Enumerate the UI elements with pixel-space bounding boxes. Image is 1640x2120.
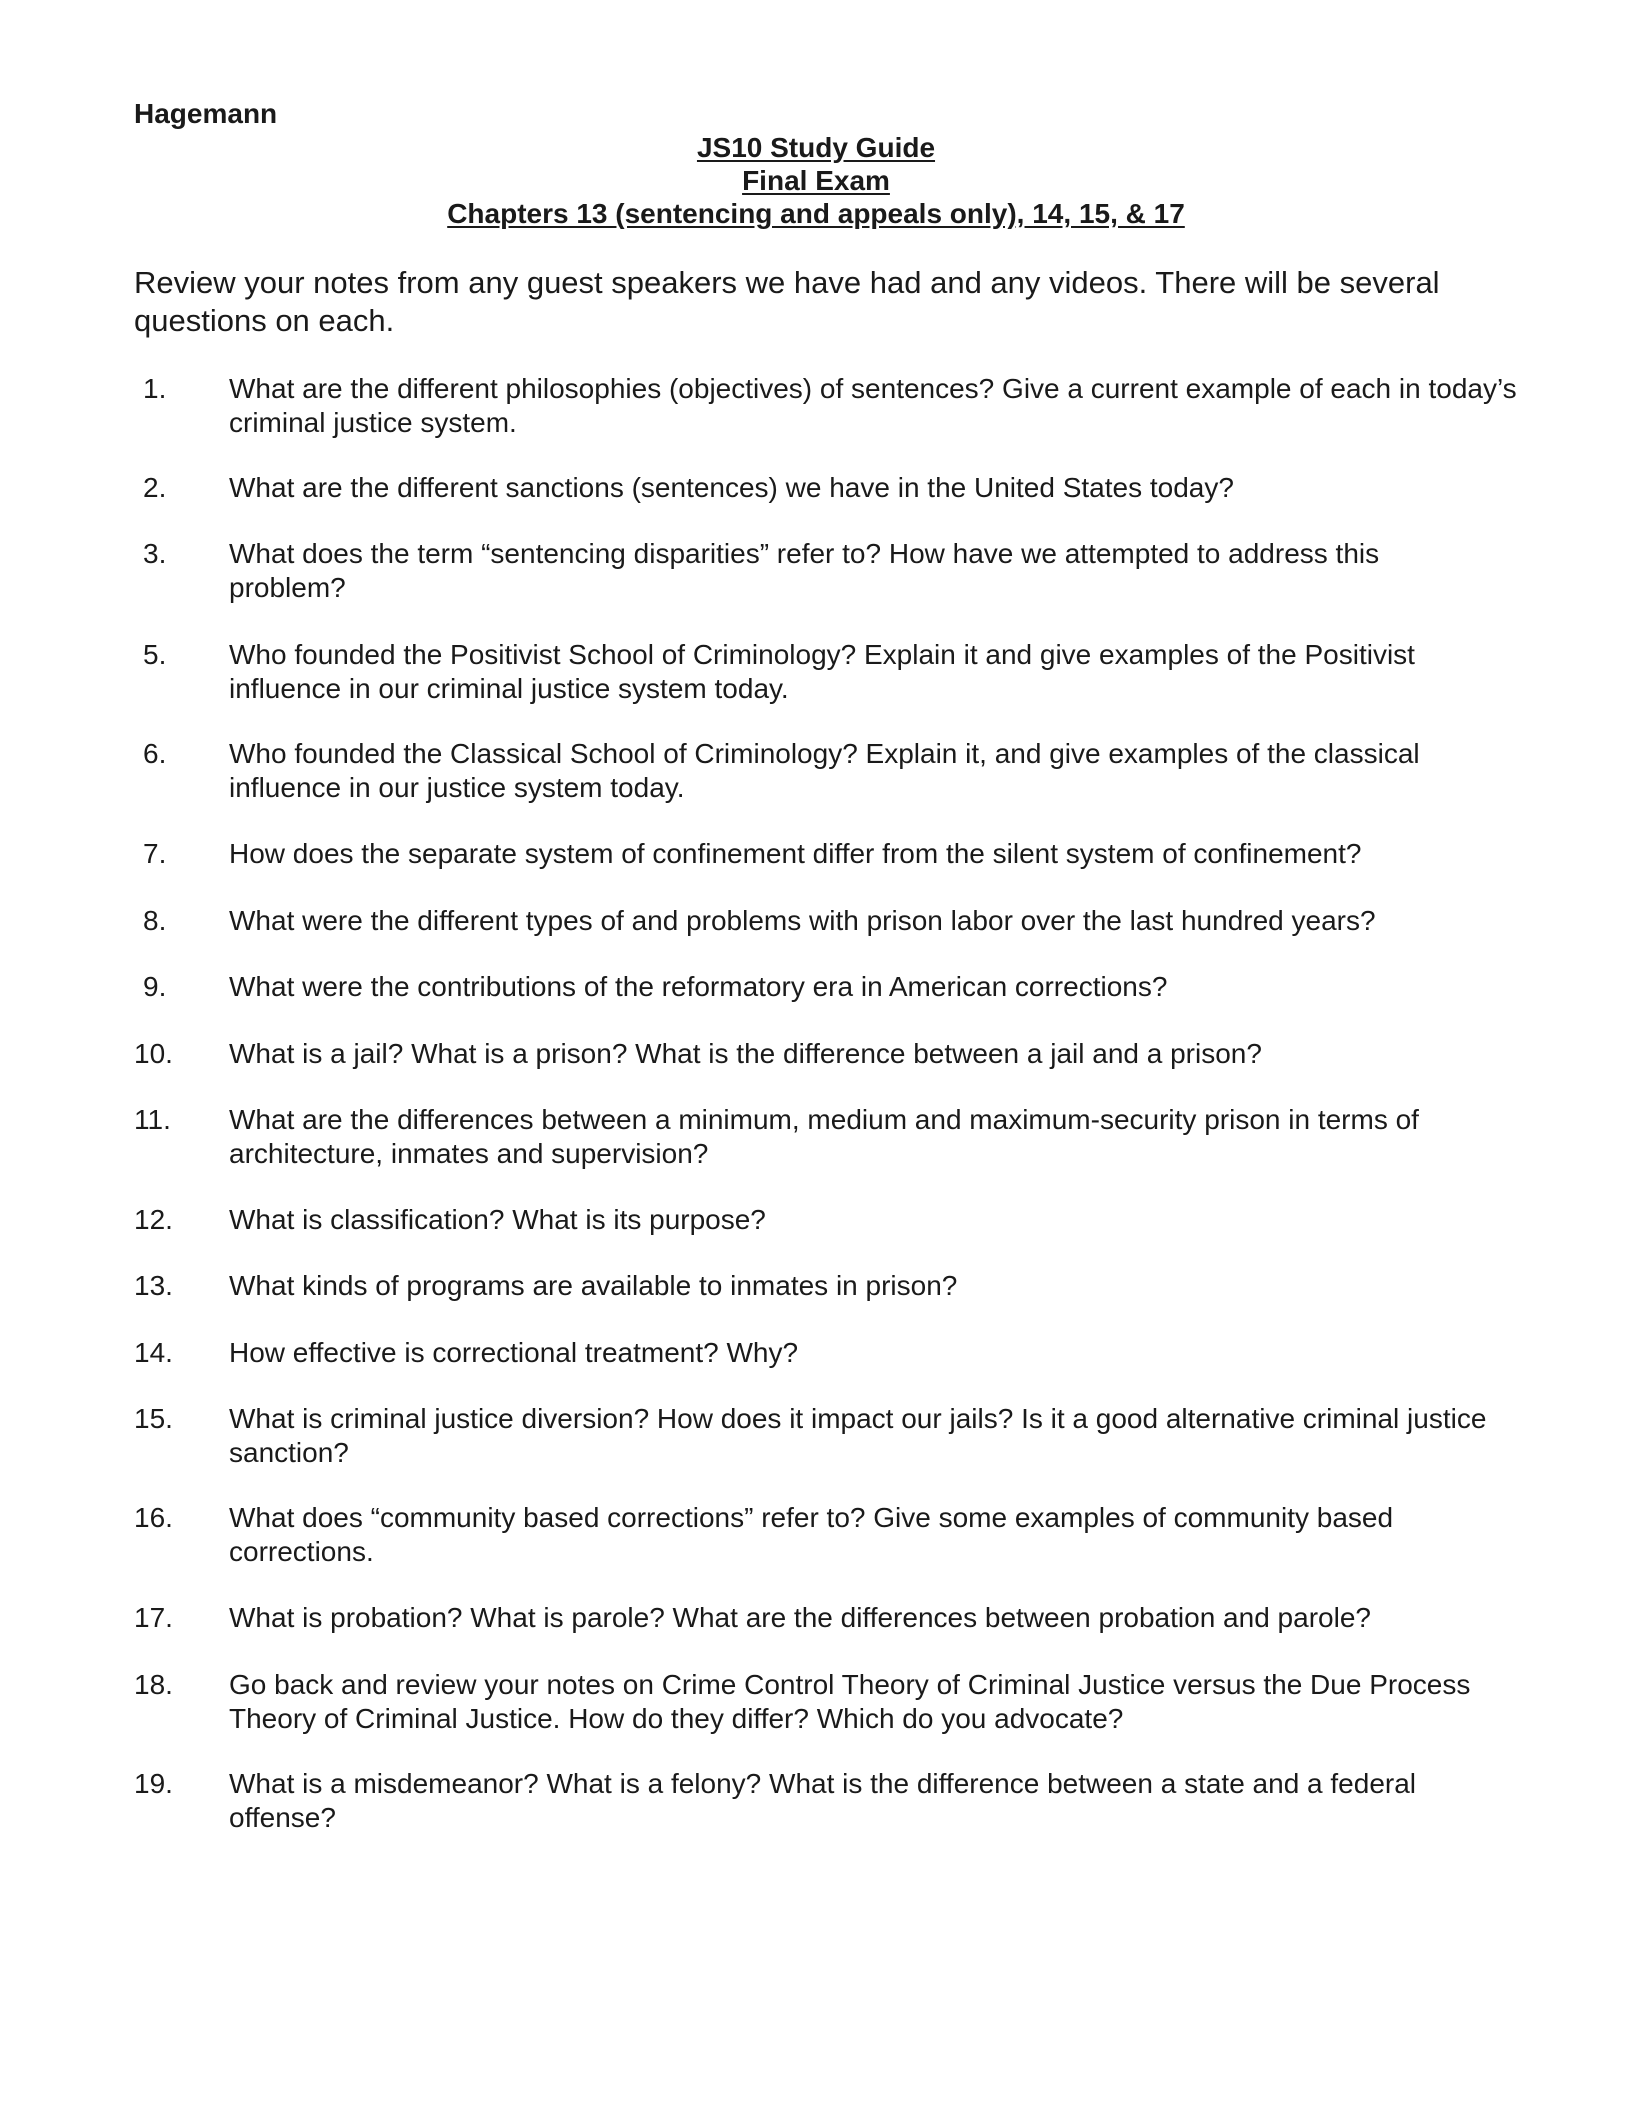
question-text: Go back and review your notes on Crime Control Theory of Criminal Justice versus the Due Process Theory of Criminal Justice. How do they differ? Which do you advocate? xyxy=(229,1669,1471,1734)
question-text: What is criminal justice diversion? How does it impact our jails? Is it a good alternative criminal justice sanction? xyxy=(229,1403,1487,1468)
question-number: 16. xyxy=(134,1502,173,1533)
question-text: Who founded the Classical School of Criminology? Explain it, and give examples of the classical influence in our justice system today. xyxy=(229,738,1420,803)
question-number: 3. xyxy=(143,538,167,569)
question-number: 19. xyxy=(134,1768,173,1799)
question-text: Who founded the Positivist School of Criminology? Explain it and give examples of the Positivist influence in our criminal justice system today. xyxy=(229,639,1415,704)
question-number: 17. xyxy=(134,1602,173,1633)
title-line-course: JS10 Study Guide xyxy=(696,132,936,163)
question-text: What is probation? What is parole? What are the differences between probation and parole? xyxy=(229,1602,1371,1633)
question-number: 15. xyxy=(134,1403,173,1434)
question-text: What are the different sanctions (sentences) we have in the United States today? xyxy=(229,472,1234,503)
question-number: 13. xyxy=(134,1270,173,1301)
intro-paragraph: Review your notes from any guest speakers we have had and any videos. There will be several questions on each. xyxy=(134,265,1440,338)
question-text: What is a misdemeanor? What is a felony? What is the difference between a state and a federal offense? xyxy=(229,1768,1417,1833)
question-text: What are the different philosophies (objectives) of sentences? Give a current example of each in today’s criminal justice system. xyxy=(229,373,1517,438)
question-text: What is classification? What is its purpose? xyxy=(229,1204,766,1235)
question-number: 11. xyxy=(134,1104,171,1135)
question-number: 12. xyxy=(134,1204,173,1235)
question-text: What does “community based corrections” refer to? Give some examples of community based corrections. xyxy=(229,1502,1394,1567)
question-number: 8. xyxy=(143,905,167,936)
question-number: 2. xyxy=(143,472,167,503)
question-number: 6. xyxy=(143,738,167,769)
question-text: What were the different types of and problems with prison labor over the last hundred years? xyxy=(229,905,1376,936)
title-line-chapters: Chapters 13 (sentencing and appeals only), 14, 15, & 17 xyxy=(447,198,1185,229)
question-number: 1. xyxy=(143,373,167,404)
question-number: 10. xyxy=(134,1038,173,1069)
question-text: What are the differences between a minimum, medium and maximum-security prison in terms of architecture, inmates and supervision? xyxy=(229,1104,1419,1169)
question-text: What were the contributions of the reformatory era in American corrections? xyxy=(229,971,1168,1002)
question-text: How effective is correctional treatment? Why? xyxy=(229,1337,799,1368)
title-line-exam: Final Exam xyxy=(742,165,890,196)
question-text: What kinds of programs are available to inmates in prison? xyxy=(229,1270,958,1301)
question-text: How does the separate system of confinement differ from the silent system of confinement? xyxy=(229,838,1362,869)
document-title xyxy=(134,131,1498,230)
question-number: 14. xyxy=(134,1337,173,1368)
question-text: What is a jail? What is a prison? What is the difference between a jail and a prison? xyxy=(229,1038,1262,1069)
question-text: What does the term “sentencing disparities” refer to? How have we attempted to address this problem? xyxy=(229,538,1380,603)
question-number: 5. xyxy=(143,639,167,670)
question-number: 9. xyxy=(143,971,167,1002)
author-name: Hagemann xyxy=(134,98,278,129)
question-number: 18. xyxy=(134,1669,173,1700)
question-number: 7. xyxy=(143,838,167,869)
